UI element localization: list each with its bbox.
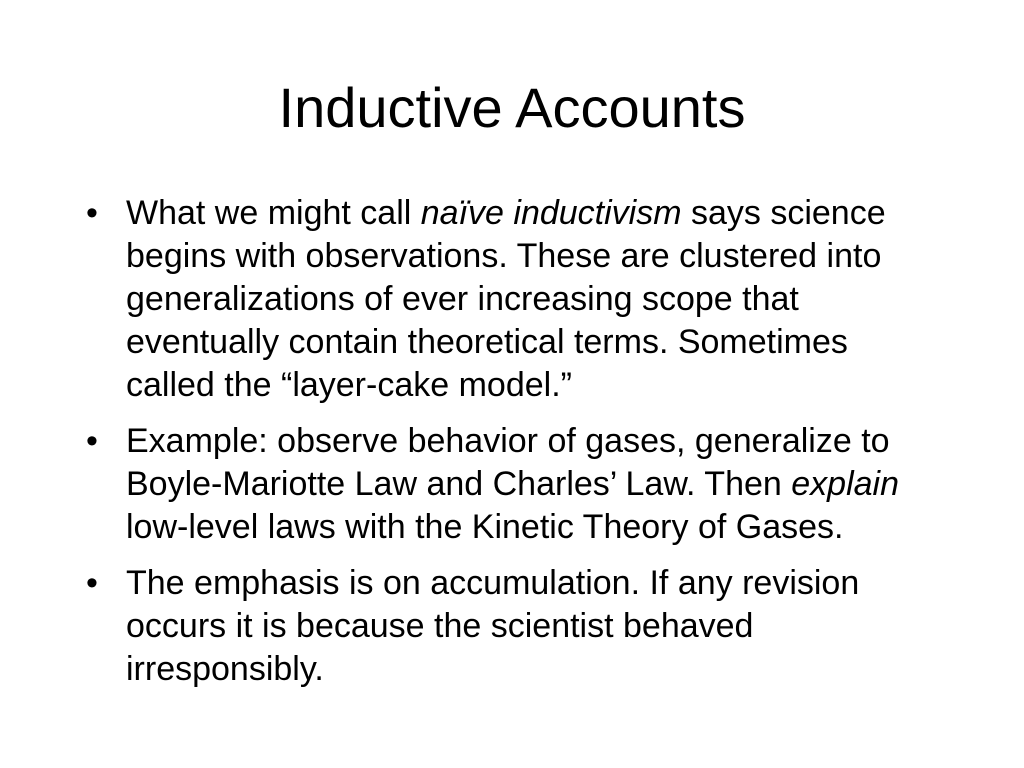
bullet-text: The emphasis is on accumulation. If any revision occurs it is because the scientist behaved irresponsibly. <box>126 564 860 688</box>
bullet-marker: • <box>86 422 98 460</box>
bullet-text: What we might call <box>126 194 421 232</box>
bullet-emphasis: naïve inductivism <box>420 194 682 232</box>
bullet-marker: • <box>86 564 98 602</box>
bullet-text: low-level laws with the Kinetic Theory of Gases. <box>126 508 844 546</box>
bullet-item <box>86 420 926 549</box>
bullet-text: Example: observe behavior of gases, generalize to Boyle-Mariotte Law and Charles’ Law. Then <box>126 422 890 503</box>
bullet-item <box>86 192 926 407</box>
bullet-emphasis: explain <box>791 465 899 503</box>
bullet-text: says science begins with observations. These are clustered into generalizations of ever increasing scope that eventually contain theoretical terms. Sometimes called the “layer-cake model.” <box>126 194 886 404</box>
bullet-list <box>86 192 926 704</box>
bullet-item <box>86 562 926 691</box>
bullet-marker: • <box>86 194 98 232</box>
slide-title: Inductive Accounts <box>278 76 746 139</box>
